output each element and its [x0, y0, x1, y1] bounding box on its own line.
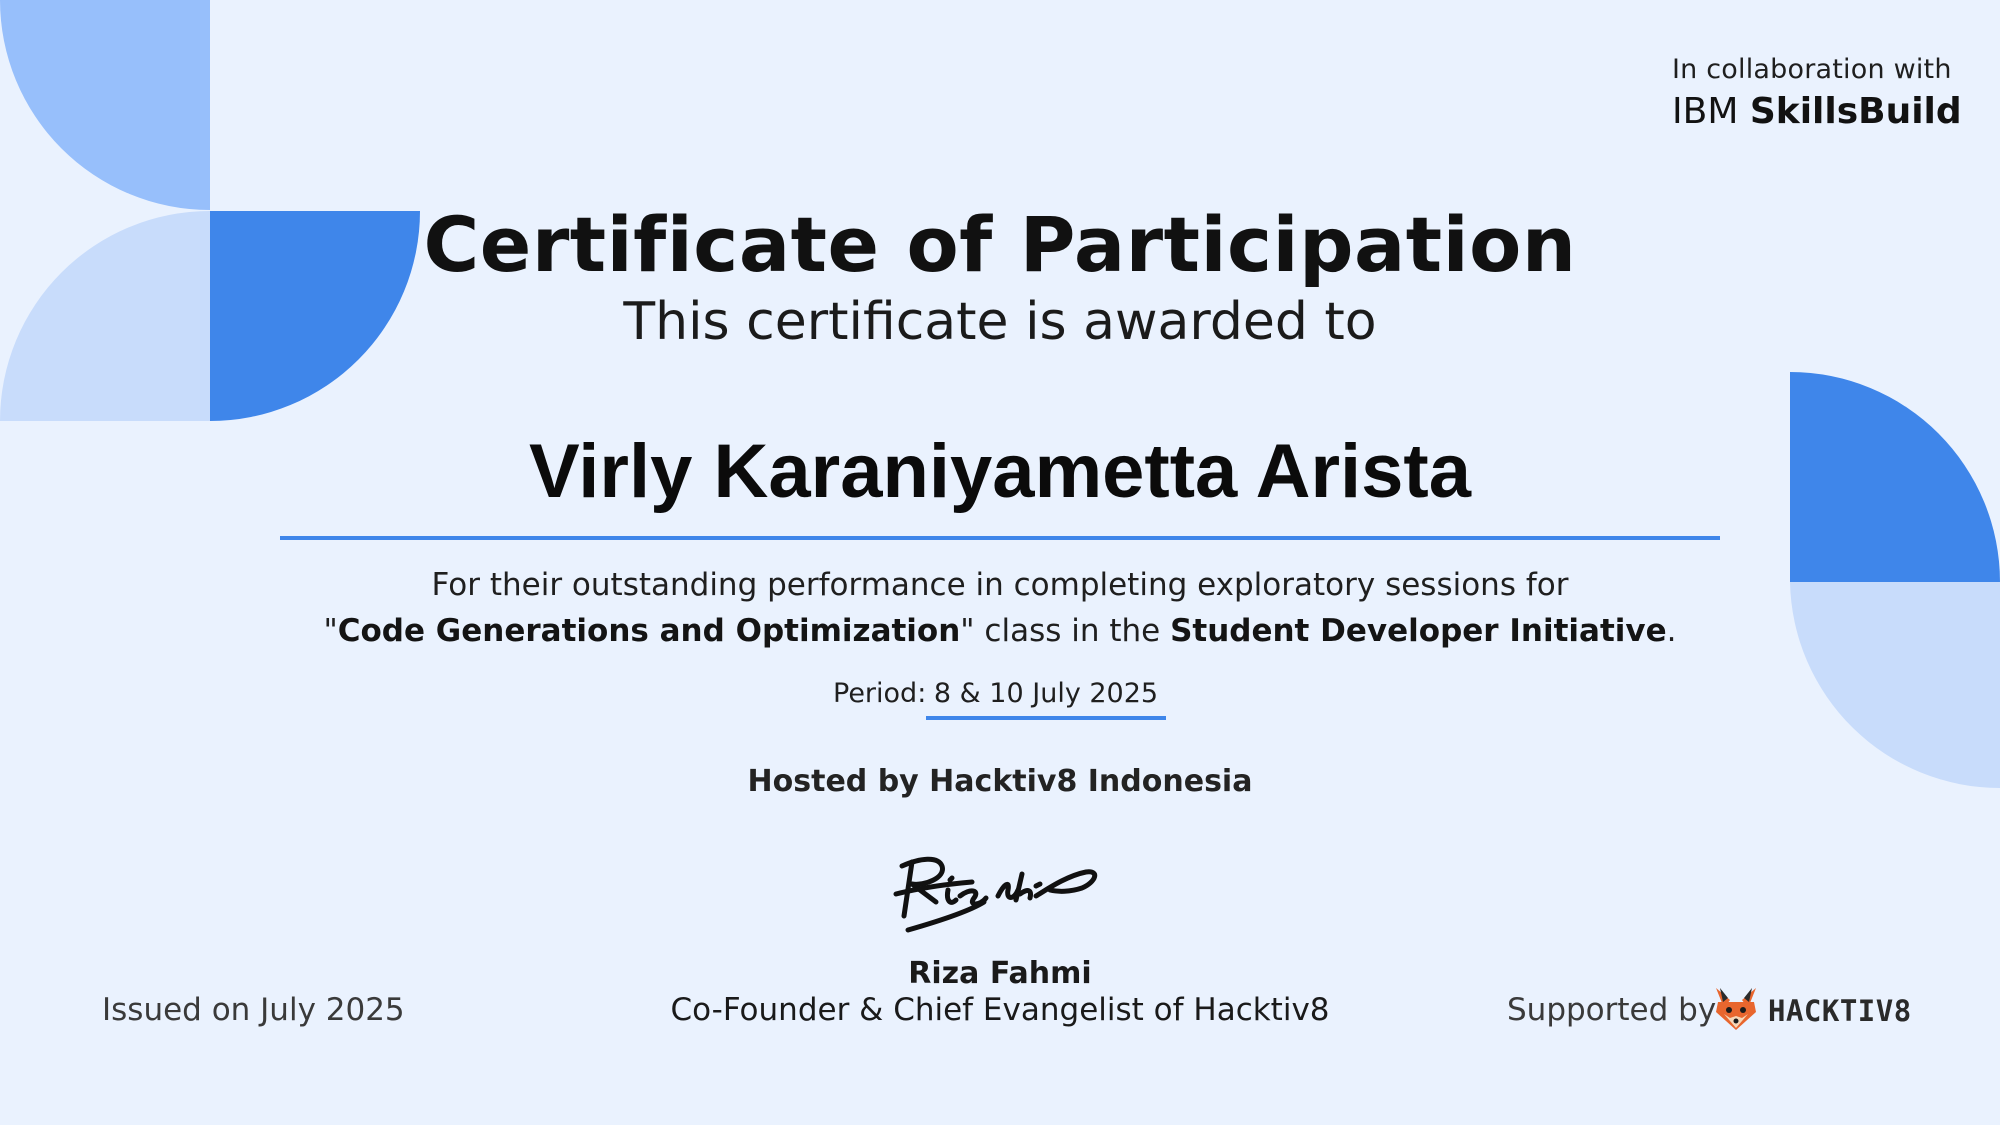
brand-prefix: IBM [1672, 91, 1739, 132]
collaboration-block [1672, 54, 1962, 132]
recipient-underline [280, 536, 1720, 540]
period-label: Period: [833, 678, 927, 709]
program-name: Student Developer Initiative [1170, 613, 1667, 649]
hacktiv8-logo-text: HACKTIV8 [1768, 994, 1912, 1028]
description-end: . [1666, 613, 1677, 649]
hosted-by: Hosted by Hacktiv8 Indonesia [747, 764, 1253, 799]
certificate-title: Certificate of Participation [423, 200, 1577, 289]
signer-role: Co-Founder & Chief Evangelist of Hacktiv8 [670, 992, 1330, 1028]
collaboration-label: In collaboration with [1672, 54, 1952, 85]
description-line-2 [0, 608, 2000, 654]
hacktiv8-fox-icon [1712, 986, 1760, 1032]
quote-open: " [323, 613, 338, 649]
issued-date: Issued on July 2025 [102, 992, 405, 1028]
supported-by-label: Supported by [1507, 992, 1717, 1028]
certificate-description [0, 562, 2000, 654]
period-underline [926, 716, 1166, 720]
ibm-skillsbuild-logo [1672, 91, 1962, 132]
recipient-name: Virly Karaniyametta Arista [528, 429, 1472, 514]
brand-name: SkillsBuild [1749, 91, 1962, 132]
course-name: Code Generations and Optimization [337, 613, 961, 649]
description-line-1: For their outstanding performance in completing exploratory sessions for [431, 567, 1569, 603]
signer-name: Riza Fahmi [908, 956, 1092, 991]
quarter-circle-light-blue [0, 0, 210, 210]
certificate-subtitle: This certificate is awarded to [623, 292, 1377, 352]
period-value: 8 & 10 July 2025 [933, 678, 1159, 709]
description-connector: " class in the [960, 613, 1171, 649]
signature-image [890, 850, 1110, 945]
